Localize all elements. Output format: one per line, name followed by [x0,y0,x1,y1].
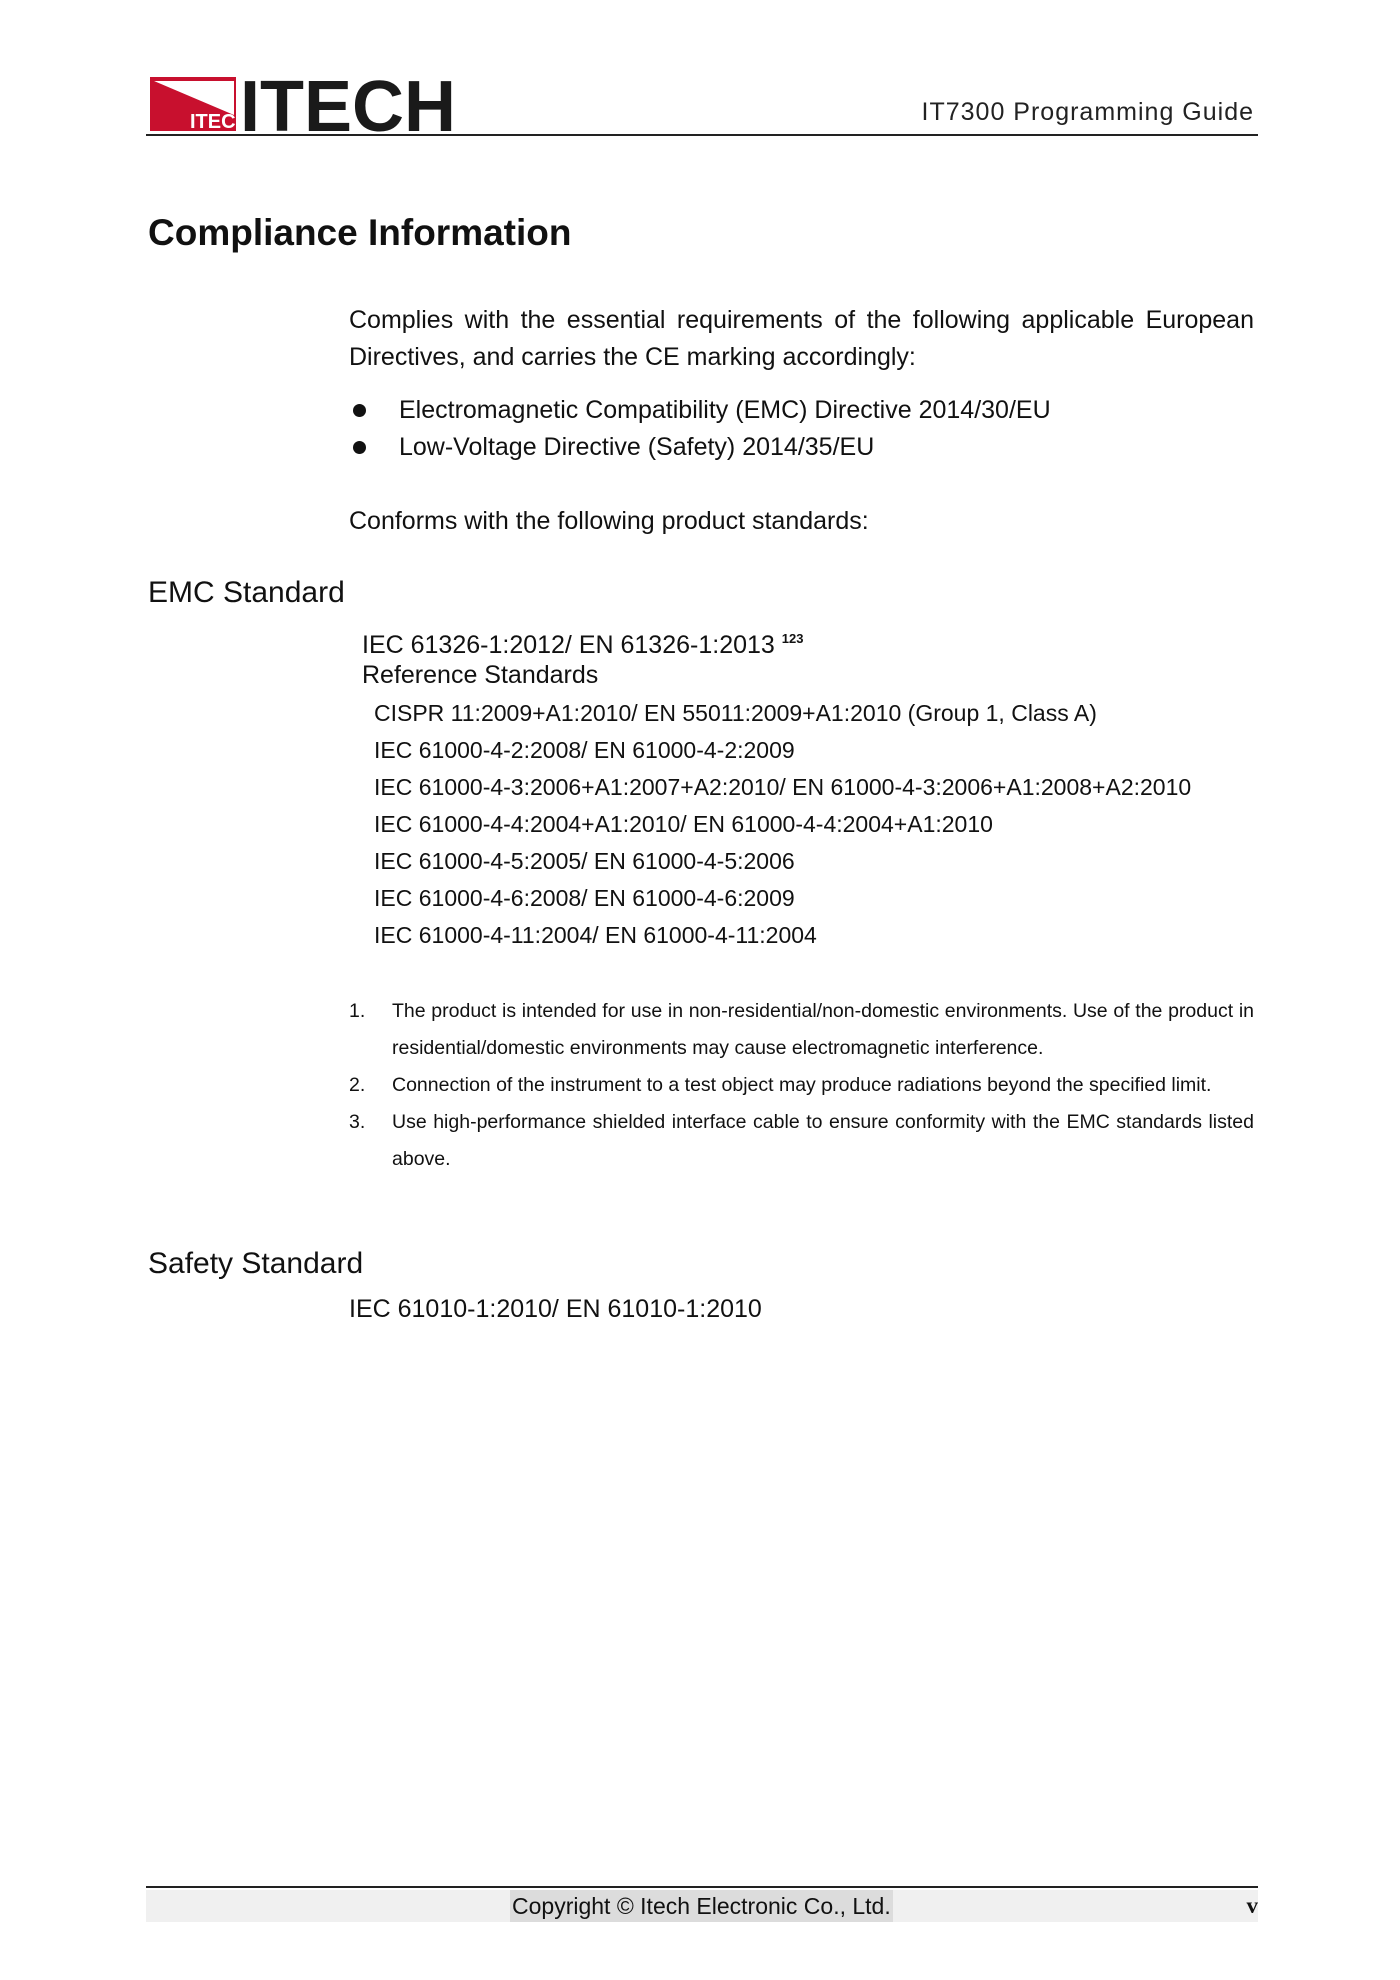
bullet-icon [353,441,366,454]
svg-text:ITECH: ITECH [190,111,250,133]
note-number: 1. [349,1000,366,1022]
list-item [349,392,1249,429]
note-number: 3. [349,1111,366,1133]
note-number: 2. [349,1074,366,1096]
emc-notes-list [349,993,1254,1178]
itech-logo [150,75,460,133]
safety-standard: IEC 61010-1:2010/ EN 61010-1:2010 [349,1295,762,1323]
reference-standards-list [374,695,1191,954]
emc-heading: EMC Standard [148,576,345,609]
reference-heading: Reference Standards [362,661,599,689]
directive-text: Electromagnetic Compatibility (EMC) Directive 2014/30/EU [399,396,1051,424]
directive-text: Low-Voltage Directive (Safety) 2014/35/EU [399,433,875,461]
list-item: IEC 61000-4-2:2008/ EN 61000-4-2:2009 [374,737,795,763]
page-number: v [1246,1893,1258,1918]
list-item: IEC 61000-4-11:2004/ EN 61000-4-11:2004 [374,922,817,948]
list-item: IEC 61000-4-4:2004+A1:2010/ EN 61000-4-4:2004+A1:2010 [374,811,993,837]
safety-heading: Safety Standard [148,1247,364,1280]
list-item: IEC 61000-4-5:2005/ EN 61000-4-5:2006 [374,848,795,874]
list-item [349,993,1254,1067]
guide-title: IT7300 Programming Guide [921,98,1254,126]
emc-main-standard-text: IEC 61326-1:2012/ EN 61326-1:2013 [362,631,775,659]
list-item [349,1067,1254,1104]
page-header [146,72,1258,136]
list-item [349,1104,1254,1178]
footnote-superscript: 123 [781,631,804,646]
note-text: Connection of the instrument to a test object may produce radiations beyond the specified limit. [392,1074,1212,1096]
intro-paragraph: Complies with the essential requirements of the following applicable European Directives, and carries the CE marking accordingly: [349,306,1254,371]
footer-copyright: Copyright © Itech Electronic Co., Ltd. [510,1890,893,1922]
list-item: IEC 61000-4-3:2006+A1:2007+A2:2010/ EN 61000-4-3:2006+A1:2008+A2:2010 [374,774,1192,800]
conforms-text: Conforms with the following product standards: [349,507,869,535]
note-text: The product is intended for use in non-residential/non-domestic environments. Use of the product in residential/domestic environments may cause electromagnetic interference. [392,1000,1254,1059]
directive-list [349,392,1249,466]
footer-divider [146,1886,1258,1888]
note-text: Use high-performance shielded interface cable to ensure conformity with the EMC standards listed above. [392,1111,1254,1170]
svg-text:ITECH: ITECH [240,75,456,133]
page-title: Compliance Information [148,212,572,253]
list-item: CISPR 11:2009+A1:2010/ EN 55011:2009+A1:2010 (Group 1, Class A) [374,700,1097,726]
bullet-icon [353,404,366,417]
list-item: IEC 61000-4-6:2008/ EN 61000-4-6:2009 [374,885,795,911]
list-item [349,429,1249,466]
